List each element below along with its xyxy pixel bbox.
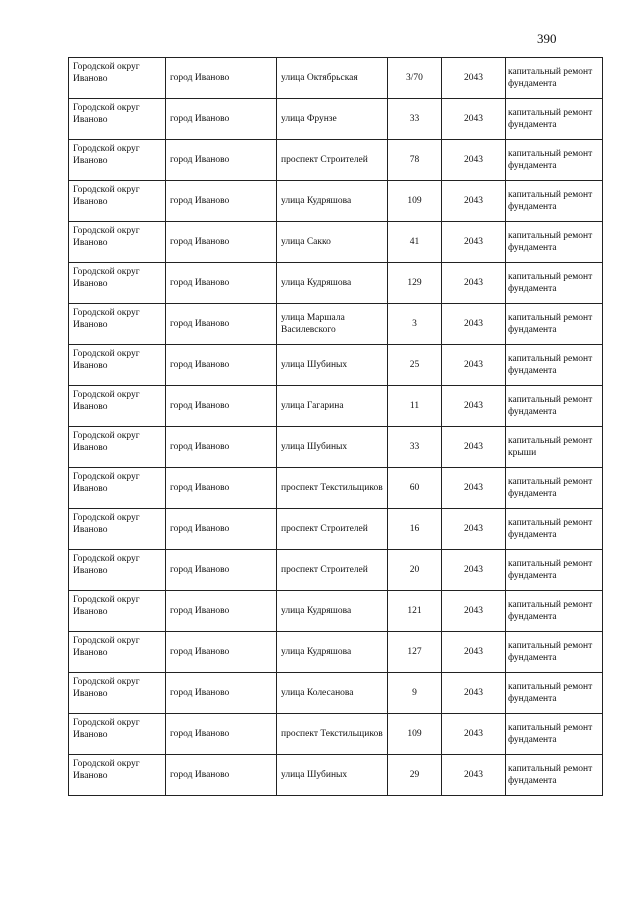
year-cell: 2043 [442,468,506,509]
city-cell: город Иваново [166,140,277,181]
work-type-cell: капитальный ремонт фундамента [506,58,603,99]
district-cell: Городской округ Иваново [69,386,166,427]
city-cell: город Иваново [166,591,277,632]
year-cell: 2043 [442,714,506,755]
year-cell: 2043 [442,58,506,99]
street-cell: улица Кудряшова [277,181,388,222]
year-cell: 2043 [442,755,506,796]
table-row [69,181,603,222]
year-cell: 2043 [442,673,506,714]
year-cell: 2043 [442,99,506,140]
street-cell: проспект Строителей [277,509,388,550]
house-number-cell: 29 [388,755,442,796]
city-cell: город Иваново [166,755,277,796]
city-cell: город Иваново [166,304,277,345]
district-cell: Городской округ Иваново [69,263,166,304]
street-cell: проспект Строителей [277,550,388,591]
house-number-cell: 60 [388,468,442,509]
city-cell: город Иваново [166,181,277,222]
district-cell: Городской округ Иваново [69,427,166,468]
district-cell: Городской округ Иваново [69,140,166,181]
house-number-cell: 3 [388,304,442,345]
district-cell: Городской округ Иваново [69,673,166,714]
year-cell: 2043 [442,509,506,550]
year-cell: 2043 [442,632,506,673]
house-number-cell: 41 [388,222,442,263]
table-row [69,222,603,263]
city-cell: город Иваново [166,345,277,386]
city-cell: город Иваново [166,550,277,591]
table-row [69,550,603,591]
table-body [69,58,603,796]
year-cell: 2043 [442,427,506,468]
house-number-cell: 129 [388,263,442,304]
city-cell: город Иваново [166,263,277,304]
table-row [69,427,603,468]
city-cell: город Иваново [166,386,277,427]
table-row [69,304,603,345]
city-cell: город Иваново [166,99,277,140]
year-cell: 2043 [442,181,506,222]
district-cell: Городской округ Иваново [69,304,166,345]
year-cell: 2043 [442,222,506,263]
table-row [69,263,603,304]
year-cell: 2043 [442,386,506,427]
work-type-cell: капитальный ремонт фундамента [506,509,603,550]
house-number-cell: 33 [388,99,442,140]
street-cell: проспект Строителей [277,140,388,181]
work-type-cell: капитальный ремонт фундамента [506,386,603,427]
street-cell: улица Кудряшова [277,591,388,632]
work-type-cell: капитальный ремонт фундамента [506,632,603,673]
district-cell: Городской округ Иваново [69,550,166,591]
year-cell: 2043 [442,345,506,386]
street-cell: улица Шубиных [277,755,388,796]
work-type-cell: капитальный ремонт фундамента [506,140,603,181]
district-cell: Городской округ Иваново [69,222,166,263]
year-cell: 2043 [442,140,506,181]
work-type-cell: капитальный ремонт фундамента [506,345,603,386]
work-type-cell: капитальный ремонт фундамента [506,263,603,304]
street-cell: улица Октябрьская [277,58,388,99]
house-number-cell: 109 [388,714,442,755]
work-type-cell: капитальный ремонт фундамента [506,755,603,796]
work-type-cell: капитальный ремонт крыши [506,427,603,468]
street-cell: улица Гагарина [277,386,388,427]
city-cell: город Иваново [166,632,277,673]
house-number-cell: 25 [388,345,442,386]
table-row [69,509,603,550]
table-row [69,755,603,796]
work-type-cell: капитальный ремонт фундамента [506,304,603,345]
district-cell: Городской округ Иваново [69,345,166,386]
city-cell: город Иваново [166,673,277,714]
house-number-cell: 9 [388,673,442,714]
work-type-cell: капитальный ремонт фундамента [506,222,603,263]
table-row [69,591,603,632]
street-cell: улица Шубиных [277,427,388,468]
table-row [69,99,603,140]
table-row [69,345,603,386]
year-cell: 2043 [442,550,506,591]
city-cell: город Иваново [166,427,277,468]
table-row [69,632,603,673]
street-cell: улица Колесанова [277,673,388,714]
table-row [69,58,603,99]
table-row [69,673,603,714]
street-cell: улица Маршала Василевского [277,304,388,345]
house-number-cell: 109 [388,181,442,222]
work-type-cell: капитальный ремонт фундамента [506,99,603,140]
city-cell: город Иваново [166,58,277,99]
street-cell: проспект Текстильщиков [277,468,388,509]
work-type-cell: капитальный ремонт фундамента [506,181,603,222]
work-type-cell: капитальный ремонт фундамента [506,550,603,591]
district-cell: Городской округ Иваново [69,509,166,550]
city-cell: город Иваново [166,509,277,550]
house-number-cell: 78 [388,140,442,181]
table-row [69,140,603,181]
year-cell: 2043 [442,263,506,304]
district-cell: Городской округ Иваново [69,591,166,632]
house-number-cell: 127 [388,632,442,673]
house-number-cell: 3/70 [388,58,442,99]
house-number-cell: 16 [388,509,442,550]
house-number-cell: 33 [388,427,442,468]
city-cell: город Иваново [166,468,277,509]
street-cell: улица Кудряшова [277,263,388,304]
city-cell: город Иваново [166,222,277,263]
street-cell: улица Шубиных [277,345,388,386]
page-number: 390 [537,31,557,46]
district-cell: Городской округ Иваново [69,714,166,755]
table-row [69,386,603,427]
street-cell: улица Сакко [277,222,388,263]
work-type-cell: капитальный ремонт фундамента [506,468,603,509]
city-cell: город Иваново [166,714,277,755]
work-type-cell: капитальный ремонт фундамента [506,673,603,714]
year-cell: 2043 [442,304,506,345]
house-number-cell: 20 [388,550,442,591]
work-type-cell: капитальный ремонт фундамента [506,591,603,632]
street-cell: проспект Текстильщиков [277,714,388,755]
work-type-cell: капитальный ремонт фундамента [506,714,603,755]
house-number-cell: 11 [388,386,442,427]
district-cell: Городской округ Иваново [69,58,166,99]
year-cell: 2043 [442,591,506,632]
house-number-cell: 121 [388,591,442,632]
district-cell: Городской округ Иваново [69,632,166,673]
street-cell: улица Кудряшова [277,632,388,673]
table-row [69,468,603,509]
table-row [69,714,603,755]
district-cell: Городской округ Иваново [69,755,166,796]
street-cell: улица Фрунзе [277,99,388,140]
repair-schedule-table [68,57,603,796]
district-cell: Городской округ Иваново [69,99,166,140]
district-cell: Городской округ Иваново [69,181,166,222]
district-cell: Городской округ Иваново [69,468,166,509]
